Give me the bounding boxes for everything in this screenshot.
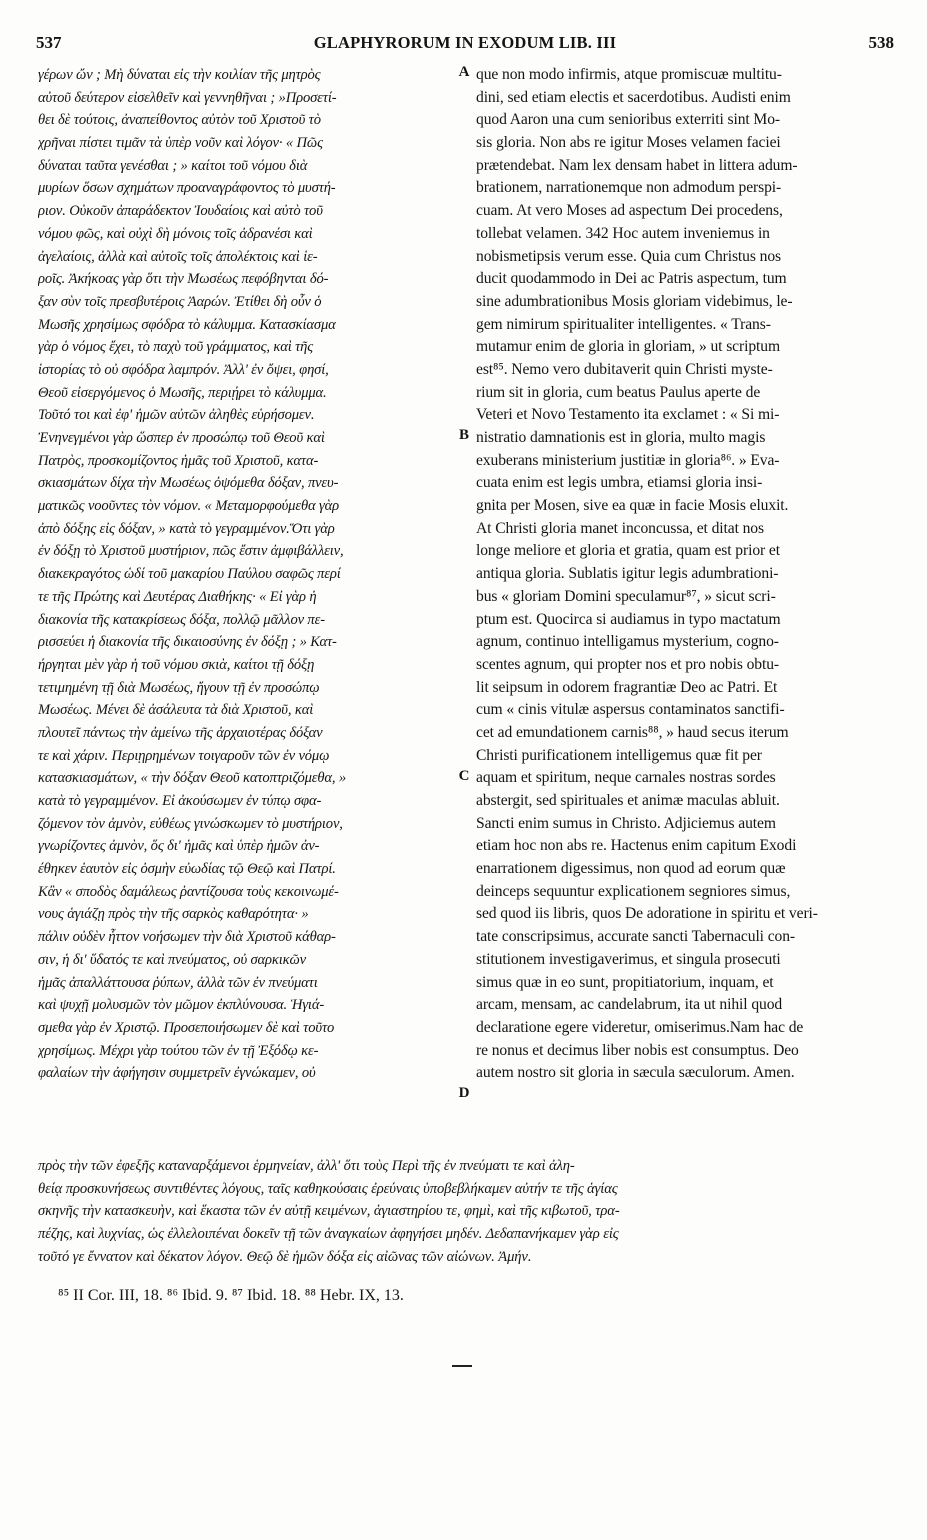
greek-text-line: κατασκιασμάτων, « τὴν δόξαν Θεοῦ κατοπτριζόμεθα, »	[38, 770, 347, 787]
greek-text-line: νόμου φῶς, καὶ οὐχὶ δὴ μόνοις τοῖς ἀδρανέσι καὶ	[38, 225, 313, 242]
latin-text-line: sed quod iis libris, quos De adoratione in spiritu et veri-	[476, 905, 818, 923]
greek-text-line: σμεθα γὰρ ἐν Χριστῷ. Προσεποιήσωμεν δὲ καὶ τοῦτο	[38, 1019, 335, 1036]
greek-text-line: πρὸς τὴν τῶν ἐφεξῆς καταναρξάμενοι ἑρμηνείαν, ἀλλ' ὅτι τοὺς Περὶ τῆς ἐν πνεύματι τε καὶ ἀλη-	[38, 1158, 575, 1174]
latin-text-line: autem nostro sit gloria in sæcula sæculorum. Amen.	[476, 1064, 795, 1082]
latin-text-line: que non modo infirmis, atque promiscuæ multitu-	[476, 66, 782, 83]
greek-text-line: μυρίων ὅσων σχημάτων προαναγράφοντος τὸ μυστή-	[38, 180, 336, 197]
greek-text-line: θει δὲ τούτοις, ἀναπείθοντος αὐτὸν τοῦ Χριστοῦ τὸ	[38, 112, 321, 129]
greek-text-line: χρησίμως. Μέχρι γὰρ τούτου τῶν ἐν τῇ Ἐξόδῳ κε-	[38, 1042, 319, 1059]
running-title: GLAPHYRORUM IN EXODUM LIB. III	[313, 33, 617, 52]
greek-text-line: ζόμενον τὸν ἀμνὸν, εὐθέως γινώσκωμεν τὸ μυστήριον,	[38, 815, 343, 832]
greek-text-line: ήργηται μὲν γὰρ ἡ τοῦ νόμου σκιὰ, καίτοι τῇ δόξῃ	[38, 656, 315, 673]
latin-text-line: stitutionem investigaverimus, et singula prosecuti	[476, 950, 781, 968]
latin-text-line: cuata enim est legis umbra, etiamsi gloria insi-	[476, 474, 763, 492]
greek-text-line: δύναται ταῦτα γενέσθαι ; » καίτοι τοῦ νόμου διὰ	[38, 157, 308, 174]
latin-text-line: re nonus et decimus liber nobis est consumptus. Deo	[476, 1041, 799, 1059]
latin-text-line: scentes agnum, qui propter nos et pro nobis obtu-	[476, 655, 780, 673]
greek-text-line: διακεκραγότος ὡδί τοῦ μακαρίου Παύλου σαφῶς περί	[38, 566, 341, 583]
latin-text-line: Veteri et Novo Testamento ita exclamet : « Si mi-	[476, 406, 780, 424]
latin-text-line: est⁸⁵. Nemo vero dubitaverit quin Christi myste-	[476, 360, 773, 378]
greek-text-line: Θεοῦ εἰσεργόμενος ὁ Μωσῆς, περιῄρει τὸ κάλυμμα.	[38, 384, 327, 401]
latin-text-line: cuam. At vero Moses ad aspectum Dei procedens,	[476, 202, 783, 220]
latin-text-line: prætendebat. Nam lex densam habet in littera adum-	[476, 156, 798, 174]
latin-text-line: abstergit, sed spirituales et animæ maculas abluit.	[476, 792, 780, 809]
greek-text-line: ἐν δόξῃ τὸ Χριστοῦ μυστήριον, πῶς ἔστιν ἀμφιβάλλειν,	[38, 543, 344, 560]
greek-text-line: τοῦτό γε ἔννατον καὶ δέκατον λόγον. Θεῷ δὲ ἡμῶν δόξα εἰς αἰῶνας τῶν αἰώνων. Ἀμήν.	[38, 1248, 532, 1265]
margin-marker-a: A	[458, 64, 470, 80]
margin-marker-d: D	[458, 1085, 470, 1101]
latin-text-line: nobismetipsis verum esse. Quia cum Christus nos	[476, 247, 781, 265]
latin-text-line: Christi purificationem intelligemus quæ fit per	[476, 746, 762, 764]
latin-text-line: sine adumbrationibus Mosis gloriam videbimus, le-	[476, 292, 793, 310]
latin-text-line: lit seipsum in odorem fragrantiæ Deo ac Patri. Et	[476, 678, 778, 696]
latin-column	[476, 64, 892, 1085]
latin-text-line: cet ad emundationem carnis⁸⁸, » haud secus iterum	[476, 723, 789, 741]
greek-text-line: τε τῆς Πρώτης καὶ Δευτέρας Διαθήκης· « Εἰ γὰρ ἡ	[38, 588, 317, 605]
greek-text-line: Μωσῆς χρησίμως σφόδρα τὸ κάλυμμα. Κατασκίασμα	[38, 316, 336, 333]
greek-text-line: ἀπὸ δόξης εἰς δόξαν, » κατὰ τὸ γεγραμμένον.Ὅτι γὰρ	[38, 520, 335, 537]
full-width-greek-text	[38, 1155, 896, 1268]
page-number-right: 538	[868, 33, 894, 52]
latin-text-line: mutamur enim de gloria in gloriam, » ut scriptum	[476, 338, 780, 356]
greek-text-line: πέζης, καὶ λυχνίας, ὡς ἐλλελοιπέναι δοκεῖν τῇ τῶν ἀναγκαίων ἀφηγήσει μηδέν. Δεδαπανήκαμεν γὰρ εἰς	[38, 1226, 619, 1243]
margin-marker-c: C	[458, 768, 470, 784]
greek-text-line: σιν, ἡ δι' ὕδατός τε καὶ πνεύματος, οὐ σαρκικῶν	[38, 951, 307, 968]
greek-text-line: γὰρ ὁ νόμος ἔχει, τὸ παχὺ τοῦ γράμματος, καὶ τῆς	[38, 339, 314, 356]
greek-text-line: ροῖς. Ἀκήκοας γὰρ ὅτι τὴν Μωσέως πεφόβηνται δό-	[38, 271, 329, 288]
latin-text-line: aquam et spiritum, neque carnales nostras sordes	[476, 769, 776, 787]
latin-text-line: rium sit in gloria, cum beatus Paulus aperte de	[476, 383, 761, 401]
page-number-left: 537	[36, 33, 62, 52]
greek-text-line: ἀγελαίοις, ἀλλὰ καὶ αὐτοῖς τοῖς ἀπολέκτοις καὶ ἱε-	[38, 248, 318, 265]
latin-text-line: enarrationem digessimus, non quod ad eorum quæ	[476, 860, 786, 878]
greek-text-line: χρῆναι πίστει τιμᾶν τὰ ὑπὲρ νοῦν καὶ λόγον· « Πῶς	[38, 135, 323, 152]
greek-text-line: πλουτεῖ πάντως τὴν ἀμείνω τῆς ἀρχαιοτέρας δόξαν	[38, 724, 323, 741]
latin-text-line: brationem, narrationemque non admodum perspi-	[476, 179, 782, 197]
greek-text-line: νους ἁγιάζῃ πρὸς τὴν τῆς σαρκὸς καθαρότητα· »	[38, 906, 309, 923]
latin-text-line: ducit quodammodo in Dei ac Patris aspectum, tum	[476, 270, 787, 288]
latin-text-line: sis gloria. Non abs re igitur Moses velamen faciei	[476, 134, 781, 152]
latin-text-line: At Christi gloria manet inconcussa, et ditat nos	[476, 519, 764, 537]
latin-text-line: arcam, mensam, ac candelabrum, ita ut nihil quod	[476, 996, 783, 1014]
latin-text-line: declaratione egere videretur, omiserimus.Nam hac de	[476, 1018, 804, 1036]
greek-text-line: γνωρίζοντες ἀμνὸν, ὅς δι' ἡμᾶς καὶ ὑπὲρ ἡμῶν ἀν-	[38, 838, 320, 855]
greek-text-line: θείᾳ προσκυνήσεως συντιθέντες λόγους, ταῖς καθηκούσαις ἐρεύναις ὑποβεβλήκαμεν αὐτήν τε τῆς ἁγίας	[38, 1180, 618, 1197]
greek-text-line: φαλαίων τὴν ἀφήγησιν συμμετρεῖν ἐγνώκαμεν, οὐ	[38, 1065, 316, 1082]
latin-text-line: bus « gloriam Domini speculamur⁸⁷, » sicut scri-	[476, 587, 776, 605]
latin-text-line: deinceps sequuntur explicationem segniores simus,	[476, 882, 791, 900]
page-header	[36, 33, 894, 59]
greek-text-line: ἱστορίας τὸ οὐ σφόδρα λαμπρόν. Ἀλλ' ἐν ὄψει, φησί,	[38, 361, 329, 378]
greek-text-line: τε καὶ χάριν. Περιῃρημένων τοιγαροῦν τῶν ἐν νόμῳ	[38, 747, 330, 764]
greek-text-line: έθηκεν ἑαυτὸν εἰς ὀσμὴν εὐωδίας τῷ Θεῷ καὶ Πατρί.	[38, 861, 336, 878]
latin-text-line: cum « cinis vitulæ aspersus contaminatos sanctifi-	[476, 701, 785, 719]
latin-text-line: dini, sed etiam electis et sacerdotibus. Audisti enim	[476, 88, 791, 106]
greek-text-line: Μωσέως. Μένει δὲ ἀσάλευτα τὰ διὰ Χριστοῦ, καὶ	[38, 702, 314, 719]
latin-text-line: tollebat velamen. 342 Hoc autem inveniemus in	[476, 224, 770, 242]
greek-text-line: Πατρὸς, προσκομίζοντος ἡμᾶς τοῦ Χριστοῦ, κατα-	[38, 452, 319, 469]
greek-text-line: γέρων ὤν ; Μὴ δύναται εἰς τὴν κοιλίαν τῆς μητρὸς	[38, 67, 321, 83]
latin-text-line: longe meliore et gloria et gratia, quam est prior et	[476, 542, 780, 560]
greek-text-line: σκιασμάτων δίχα τὴν Μωσέως ὀψόμεθα δόξαν, πνευ-	[38, 475, 339, 492]
latin-text-line: etiam hoc non abs re. Hactenus enim capitum Exodi	[476, 837, 797, 855]
greek-text-line: ἡμᾶς ἀπαλλάττουσα ῥύπων, ἀλλὰ τῶν ἐν πνεύματι	[38, 974, 318, 991]
greek-text-line: Ἐνηνεγμένοι γὰρ ὥσπερ ἐν προσώπῳ τοῦ Θεοῦ καὶ	[38, 430, 325, 446]
greek-text-line: Κἂν « σποδὸς δαμάλεως ῥαντίζουσα τοὺς κεκοινωμέ-	[38, 883, 339, 900]
greek-column	[38, 64, 454, 1085]
latin-text-line: gnita per Mosen, sive ea quæ in facie Mosis eluxit.	[476, 497, 789, 515]
latin-text-line: Sancti enim sumus in Christo. Adjiciemus autem	[476, 814, 776, 832]
greek-text-line: πάλιν οὐδὲν ἧττον νοήσωμεν τὴν διὰ Χριστοῦ κάθαρ-	[38, 929, 336, 946]
latin-text-line: ptum est. Quocirca si audiamus in typo mactatum	[476, 610, 781, 628]
latin-text-line: exuberans ministerium justitiæ in gloria⁸⁶. » Eva-	[476, 451, 780, 469]
greek-text-line: τετιμημένη τῇ διὰ Μωσέως, ἤγουν τῇ ἐν προσώπῳ	[38, 679, 320, 696]
greek-text-line: αὐτοῦ δεύτερον εἰσελθεῖν καὶ γεννηθῆναι ; »Προσετί-	[38, 89, 337, 106]
greek-text-line: Τοῦτό τοι καὶ ἐφ' ἡμῶν αὐτῶν ἀληθὲς εὑρήσομεν.	[38, 407, 315, 424]
latin-text-line: nistratio damnationis est in gloria, multo magis	[476, 429, 766, 446]
greek-text-line: ριον. Οὐκοῦν ἀπαράδεκτον Ἰουδαίοις καὶ αὐτὸ τοῦ	[38, 203, 323, 220]
greek-text-line: καὶ ψυχῇ μολυσμῶν τὸν μῶμον ἐκπλύνουσα. Ἡγιά-	[38, 997, 325, 1014]
latin-text-line: quod Aaron una cum senioribus exterriti sint Mo-	[476, 111, 780, 129]
greek-text-line: διακονία τῆς κατακρίσεως δόξα, πολλῷ μᾶλλον πε-	[38, 611, 325, 628]
footer-rule	[452, 1365, 472, 1367]
greek-text-line: κατὰ τὸ γεγραμμένον. Εἰ ἀκούσωμεν ἐν τύπῳ σφα-	[38, 793, 322, 809]
latin-text-line: antiqua gloria. Sublatis igitur legis adumbrationi-	[476, 565, 779, 583]
greek-text-line: ματικῶς νοοῦντες τὸν νόμον. « Μεταμορφούμεθα γὰρ	[38, 498, 339, 515]
greek-text-line: ξαν σὺν τοῖς πρεσβυτέροις Ἀαρών. Ἐτίθει δὴ οὖν ὁ	[38, 293, 322, 310]
latin-text-line: simus quæ in eo sunt, propitiatorium, inquam, et	[476, 973, 774, 991]
margin-marker-b: B	[458, 427, 469, 443]
latin-text-line: tate conscripsimus, accurate sancti Tabernaculi con-	[476, 928, 796, 946]
greek-text-line: σκηνῆς τὴν κατασκευὴν, καὶ ἕκαστα τῶν ἐν αὐτῇ κειμένων, ἁγιαστηρίου τε, φημὶ, καὶ τῆς κιβωτοῦ, τρα-	[38, 1203, 620, 1220]
latin-text-line: gem nimirum spiritualiter intelligentes. « Trans-	[476, 315, 771, 333]
greek-text-line: ρισσεύει ἡ διακονία τῆς δικαιοσύνης ἐν δόξῃ ; » Κατ-	[38, 634, 337, 651]
footnotes: ⁸⁵ II Cor. III, 18. ⁸⁶ Ibid. 9. ⁸⁷ Ibid. 18. ⁸⁸ Hebr. IX, 13.	[58, 1287, 404, 1304]
latin-text-line: agnum, continuo intelligamus mysterium, cogno-	[476, 633, 779, 651]
